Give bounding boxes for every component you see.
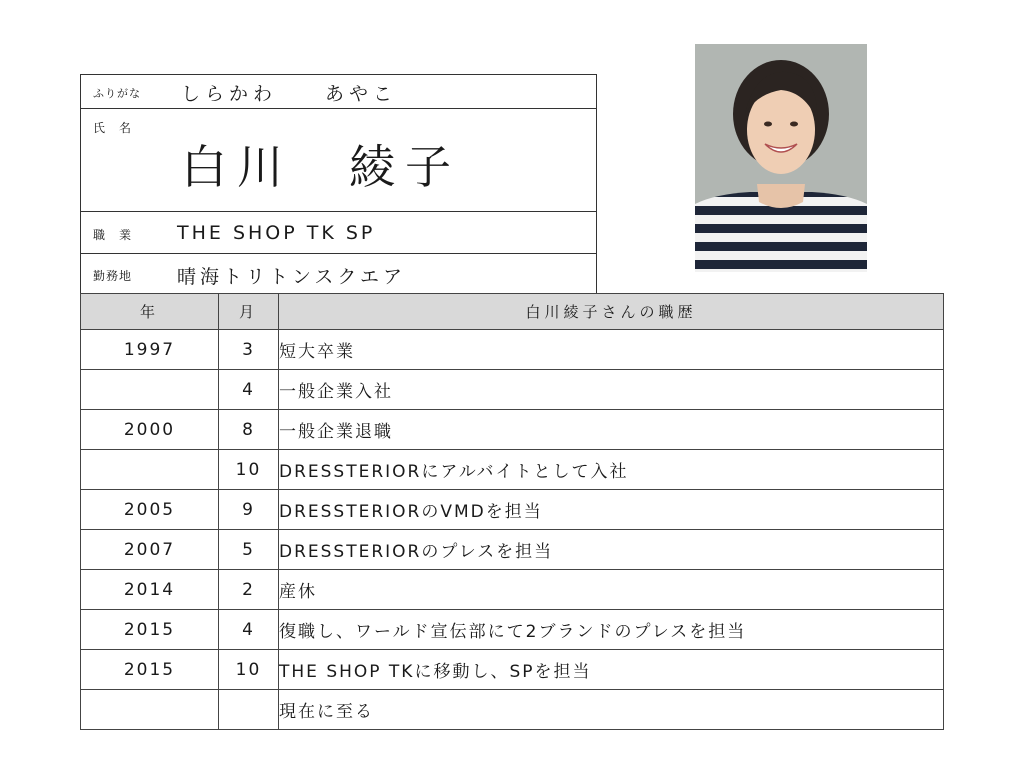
month-cell: 10 bbox=[219, 450, 279, 490]
month-cell: 2 bbox=[219, 570, 279, 610]
workplace-value: 晴海トリトンスクエア bbox=[177, 266, 407, 288]
furigana-value: しらかわ あやこ bbox=[181, 83, 398, 105]
event-cell: 産休 bbox=[279, 570, 944, 610]
table-row bbox=[81, 570, 944, 610]
workplace-label: 勤務地 bbox=[93, 269, 133, 283]
event-cell: DRESSTERIORにアルバイトとして入社 bbox=[279, 450, 944, 490]
year-cell: 1997 bbox=[81, 330, 219, 370]
month-cell: 4 bbox=[219, 610, 279, 650]
table-row bbox=[81, 370, 944, 410]
name-label: 氏 名 bbox=[93, 121, 133, 135]
month-cell: 3 bbox=[219, 330, 279, 370]
career-history-table bbox=[80, 293, 944, 730]
year-cell: 2005 bbox=[81, 490, 219, 530]
furigana-label: ふりがな bbox=[93, 87, 141, 100]
year-cell: 2015 bbox=[81, 610, 219, 650]
profile-card bbox=[80, 74, 597, 294]
occupation-value: THE SHOP TK SP bbox=[177, 222, 376, 244]
year-cell: 2000 bbox=[81, 410, 219, 450]
year-cell: 2015 bbox=[81, 650, 219, 690]
header-year: 年 bbox=[81, 294, 219, 330]
header-month: 月 bbox=[219, 294, 279, 330]
table-row bbox=[81, 450, 944, 490]
furigana-row bbox=[81, 75, 596, 109]
table-row bbox=[81, 530, 944, 570]
table-row bbox=[81, 650, 944, 690]
event-cell: DRESSTERIORのプレスを担当 bbox=[279, 530, 944, 570]
table-row bbox=[81, 410, 944, 450]
year-cell bbox=[81, 370, 219, 410]
month-cell: 9 bbox=[219, 490, 279, 530]
year-cell: 2007 bbox=[81, 530, 219, 570]
table-row bbox=[81, 490, 944, 530]
month-cell: 8 bbox=[219, 410, 279, 450]
month-cell: 4 bbox=[219, 370, 279, 410]
year-cell: 2014 bbox=[81, 570, 219, 610]
portrait-photo bbox=[695, 44, 867, 272]
workplace-row bbox=[81, 254, 596, 295]
month-cell: 5 bbox=[219, 530, 279, 570]
occupation-label: 職 業 bbox=[93, 228, 133, 242]
table-row bbox=[81, 330, 944, 370]
header-title: 白川綾子さんの職歴 bbox=[279, 294, 944, 330]
month-cell bbox=[219, 690, 279, 730]
table-header-row bbox=[81, 294, 944, 330]
event-cell: 復職し、ワールド宣伝部にて2ブランドのプレスを担当 bbox=[279, 610, 944, 650]
event-cell: THE SHOP TKに移動し、SPを担当 bbox=[279, 650, 944, 690]
table-row bbox=[81, 610, 944, 650]
event-cell: 一般企業退職 bbox=[279, 410, 944, 450]
event-cell: 現在に至る bbox=[279, 690, 944, 730]
month-cell: 10 bbox=[219, 650, 279, 690]
name-value: 白川 綾子 bbox=[181, 140, 461, 194]
event-cell: 一般企業入社 bbox=[279, 370, 944, 410]
year-cell bbox=[81, 690, 219, 730]
occupation-row bbox=[81, 212, 596, 254]
name-row bbox=[81, 109, 596, 212]
event-cell: 短大卒業 bbox=[279, 330, 944, 370]
event-cell: DRESSTERIORのVMDを担当 bbox=[279, 490, 944, 530]
year-cell bbox=[81, 450, 219, 490]
table-row bbox=[81, 690, 944, 730]
